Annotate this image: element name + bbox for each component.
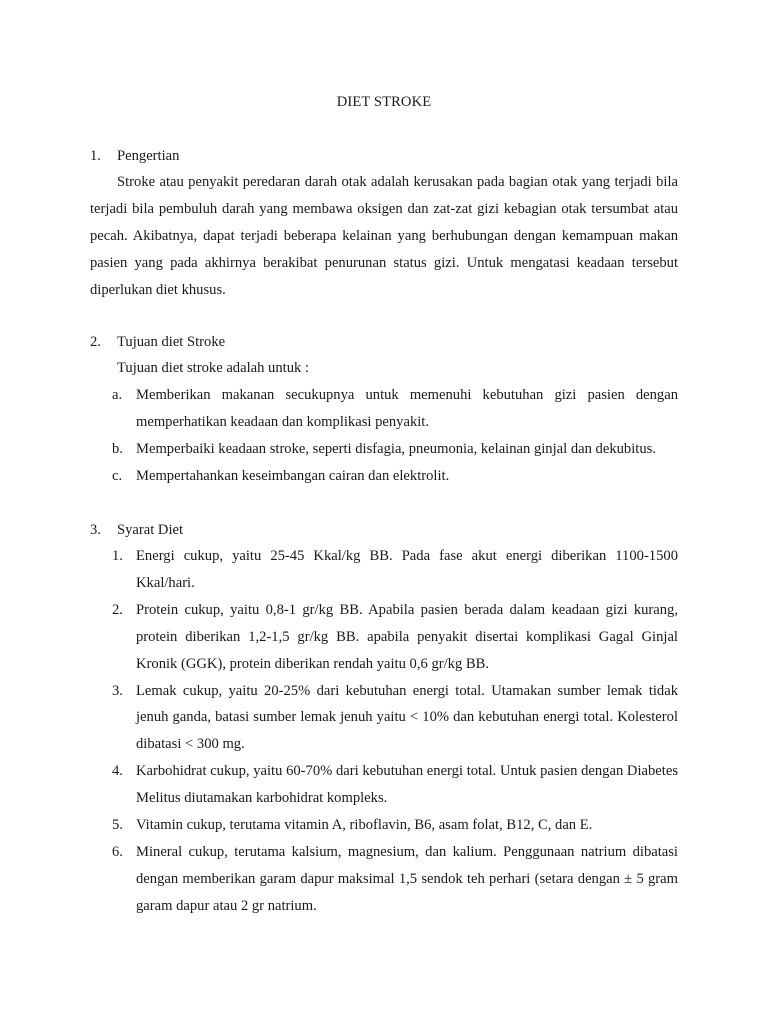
list-item-text: Memperbaiki keadaan stroke, seperti disfagia, pneumonia, kelainan ginjal dan dekubitus.	[136, 440, 656, 457]
section-number: 2.	[90, 334, 101, 350]
section-number: 1.	[90, 148, 101, 164]
list-marker: 1.	[112, 548, 123, 564]
list-item	[0, 678, 678, 759]
section-pengertian	[0, 143, 768, 304]
list-marker: c.	[112, 467, 123, 484]
list-marker: 4.	[112, 763, 123, 780]
list-marker: 6.	[112, 843, 123, 860]
list-item-text: Karbohidrat cukup, yaitu 60-70% dari kebutuhan energi total. Untuk pasien dengan Diabetes Melitus diutamakan karbohidrat kompleks.	[136, 763, 678, 807]
list-item	[0, 436, 678, 463]
list-item	[0, 758, 678, 812]
list-item-text: Vitamin cukup, terutama vitamin A, riboflavin, B6, asam folat, B12, C, dan E.	[136, 817, 593, 834]
list-item	[0, 839, 678, 920]
list-marker: 3.	[112, 682, 123, 699]
list-item-text: Mineral cukup, terutama kalsium, magnesium, dan kalium. Penggunaan natrium dibatasi dengan memberikan garam dapur maksimal 1,5 sendok teh perhari (setara dengan ± 5 gram garam dapur atau 2 gr natrium.	[136, 843, 678, 914]
section-heading	[0, 143, 768, 169]
list-item	[0, 543, 678, 597]
list-item	[0, 812, 678, 839]
list-marker: b.	[112, 440, 123, 457]
list-item-text: Protein cukup, yaitu 0,8-1 gr/kg BB. Apabila pasien berada dalam keadaan gizi kurang, protein diberikan 1,2-1,5 gr/kg BB. apabila penyakit disertai komplikasi Gagal Ginjal Kronik (GGK), protein diberikan rendah yaitu 0,6 gr/kg BB.	[136, 601, 678, 672]
list-item-text: Energi cukup, yaitu 25-45 Kkal/kg BB. Pada fase akut energi diberikan 1100-1500 Kkal/hari.	[136, 548, 678, 591]
list-item-text: Memberikan makanan secukupnya untuk memenuhi kebutuhan gizi pasien dengan memperhatikan keadaan dan komplikasi penyakit.	[136, 386, 678, 430]
section-syarat-diet	[0, 517, 768, 920]
list-item-text: Mempertahankan keseimbangan cairan dan elektrolit.	[136, 467, 450, 484]
section-title: Tujuan diet Stroke	[117, 334, 226, 350]
goal-list	[0, 382, 768, 490]
requirement-list	[0, 543, 768, 920]
list-item	[0, 382, 678, 436]
section-title: Pengertian	[117, 148, 180, 164]
section-heading	[0, 517, 768, 543]
list-marker: 2.	[112, 601, 123, 618]
list-item	[0, 597, 678, 678]
section-number: 3.	[90, 522, 101, 538]
section-title: Syarat Diet	[117, 522, 184, 538]
section-tujuan-diet	[0, 329, 768, 490]
list-item	[0, 463, 678, 490]
list-marker: a.	[112, 386, 123, 403]
document-title: DIET STROKE	[336, 94, 432, 110]
section-heading	[0, 329, 768, 355]
section-intro: Tujuan diet stroke adalah untuk :	[117, 360, 309, 376]
list-item-text: Lemak cukup, yaitu 20-25% dari kebutuhan energi total. Utamakan sumber lemak tidak jenuh ganda, batasi sumber lemak jenuh yaitu < 10% dan kebutuhan energi total. Kolesterol dibatasi < 300 mg.	[136, 682, 678, 753]
section-paragraph: Stroke atau penyakit peredaran darah otak adalah kerusakan pada bagian otak yang terjadi bila terjadi bila pembuluh darah yang membawa oksigen dan zat-zat gizi kebagian otak tersumbat atau pecah. Akibatnya, dapat terjadi beberapa kelainan yang berhubungan dengan kemampuan makan pasien yang pada akhirnya berakibat penurunan status gizi. Untuk mengatasi keadaan tersebut diperlukan diet khusus.	[90, 174, 678, 298]
list-marker: 5.	[112, 817, 123, 834]
